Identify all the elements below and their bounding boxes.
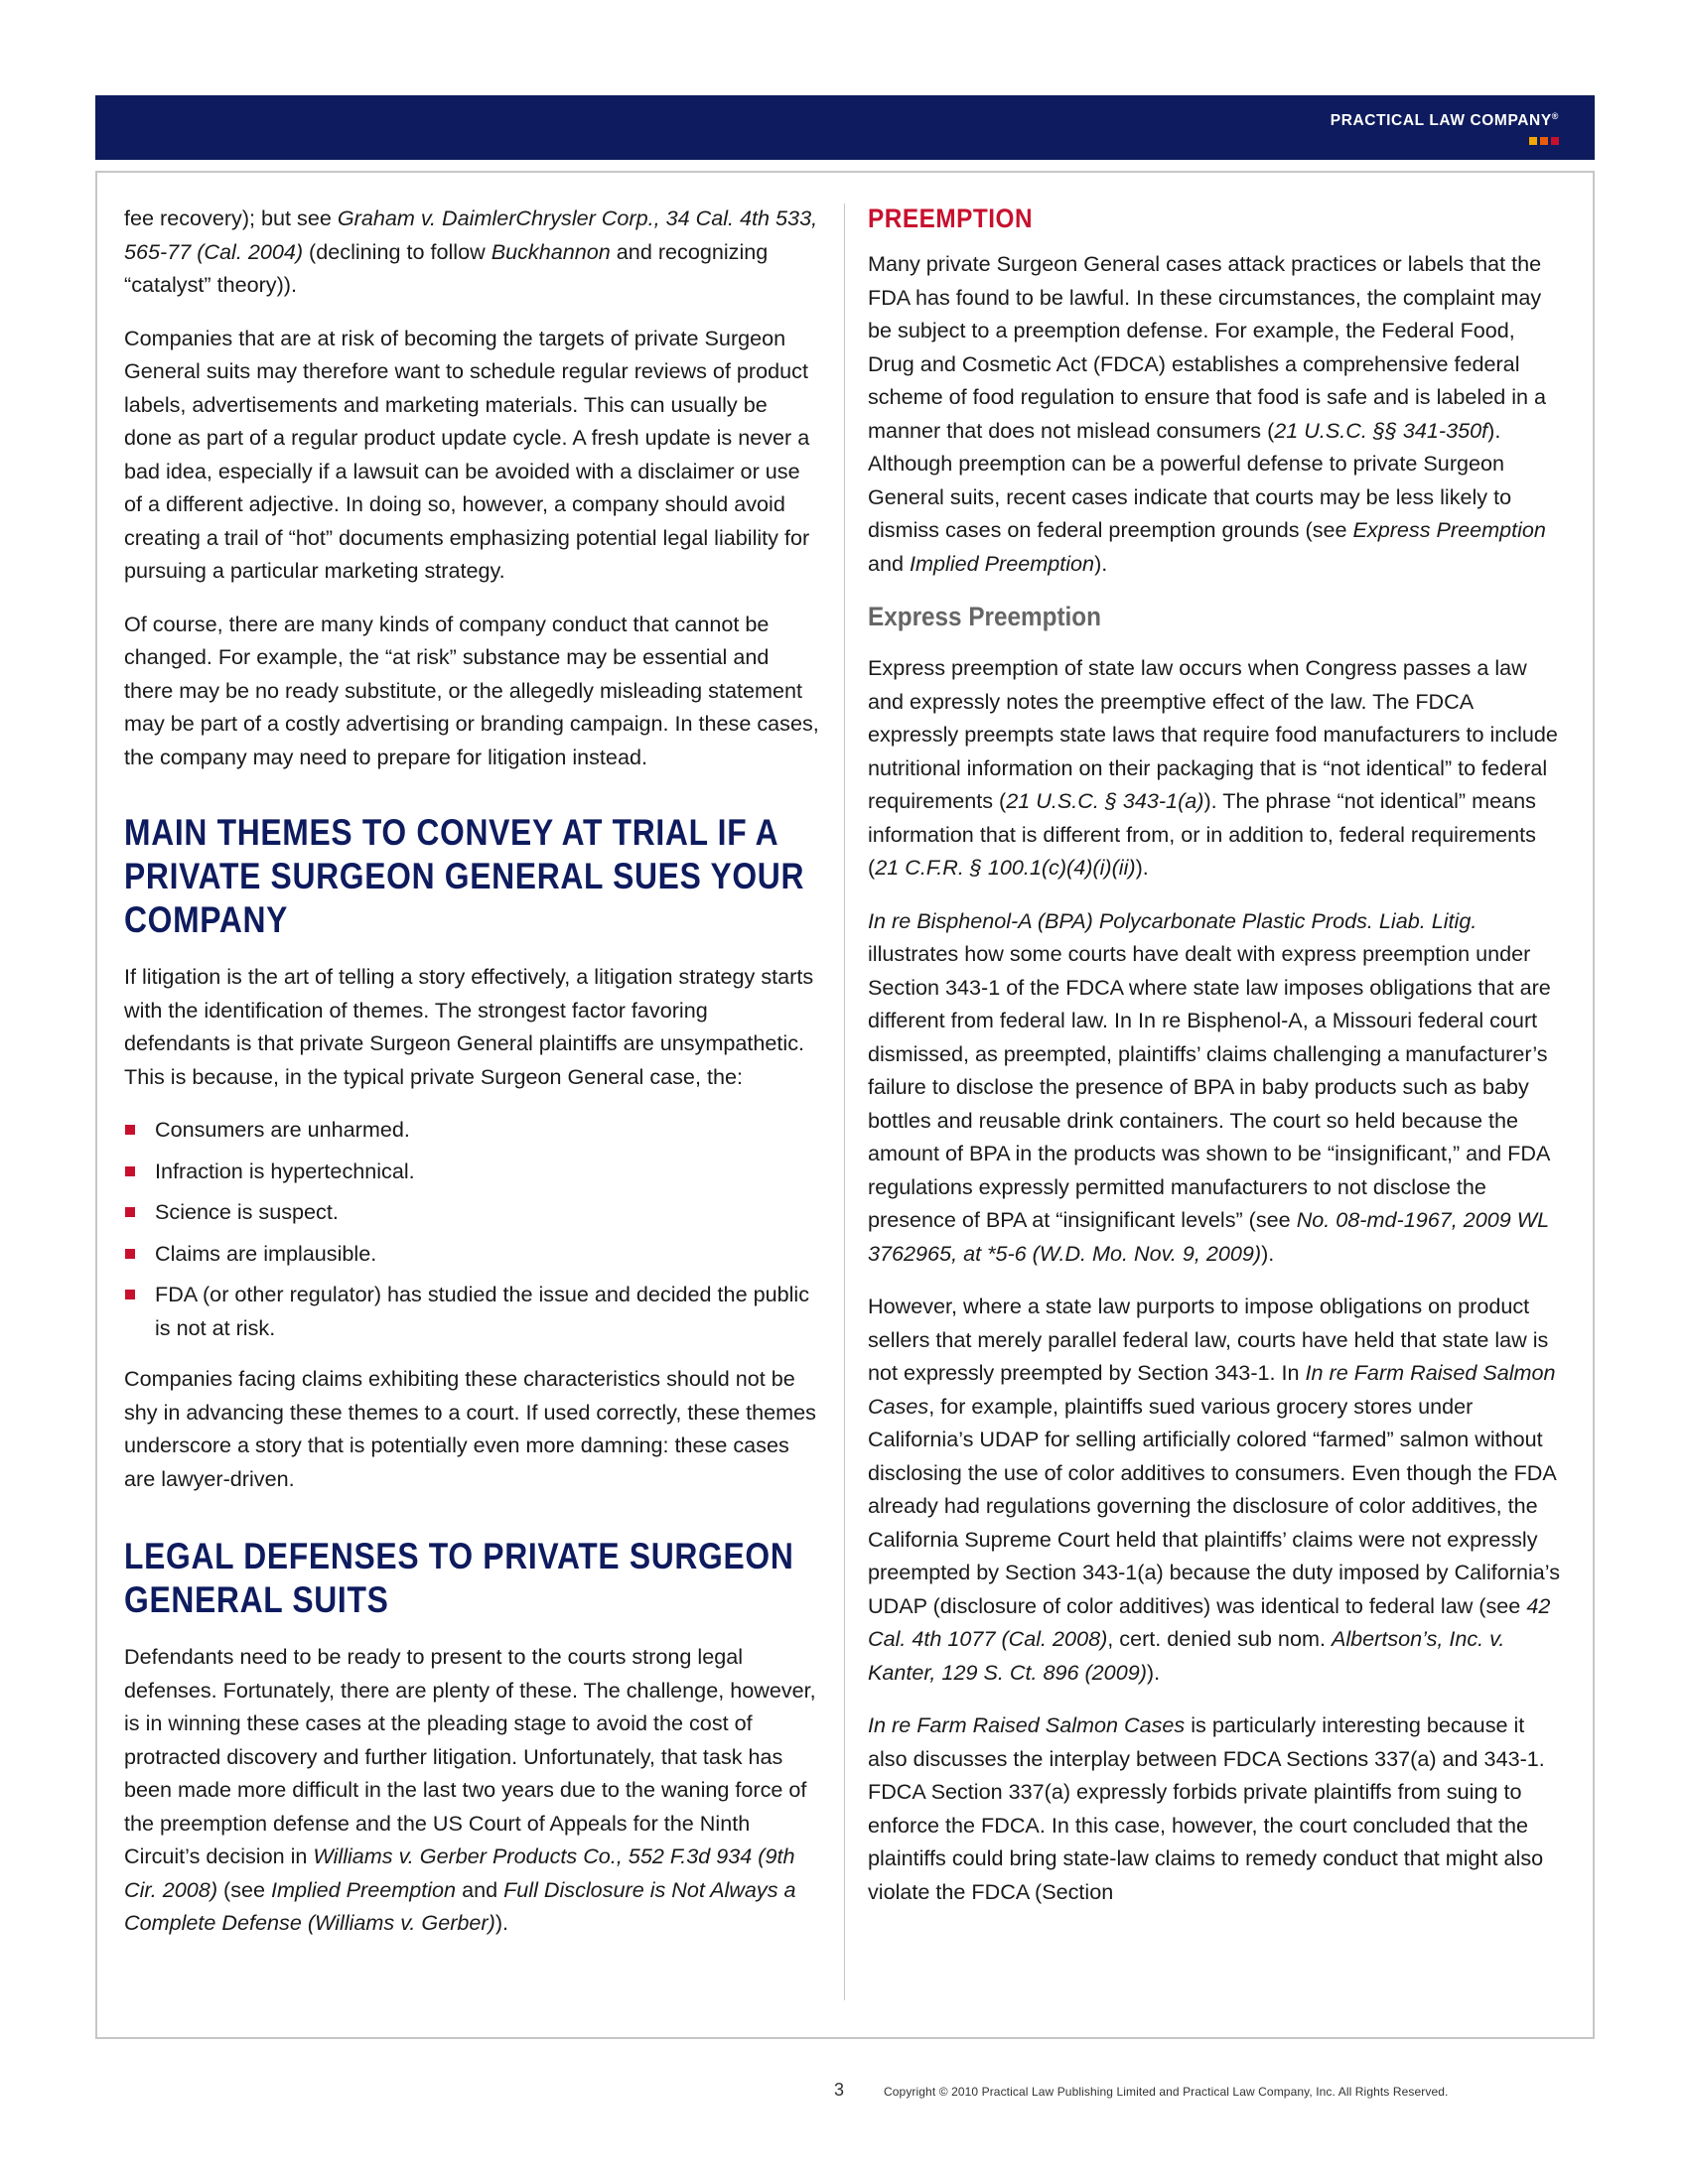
- paragraph: However, where a state law purports to impose obligations on product sellers that merely parallel federal law, courts have held that state law is not expressly preempted by Section 343-1. In In re Farm Raised Salmon Cases, for example, plaintiffs sued various grocery stores under California’s UDAP for selling artificially colored “farmed” salmon without disclosing the use of color additives to consumers. Even though the FDA already had regulations governing the disclosure of color additives, the California Supreme Court held that plaintiffs’ claims were not expressly preempted by Section 343-1(a) because the duty imposed by California’s UDAP (disclosure of color additives) was identical to federal law (see 42 Cal. 4th 1077 (Cal. 2008), cert. denied sub nom. Albertson’s, Inc. v. Kanter, 129 S. Ct. 896 (2009)).: [868, 1294, 1560, 1685]
- paragraph: Of course, there are many kinds of company conduct that cannot be changed. For example, the “at risk” substance may be essential and there may be no ready substitute, or the allegedly misleading statement may be part of a costly advertising or branding campaign. In these cases, the company may need to prepare for litigation instead.: [124, 611, 819, 769]
- bullet-square-icon: [125, 1125, 135, 1135]
- bullet-list: [124, 1113, 819, 1344]
- paragraph: fee recovery); but see Graham v. DaimlerChrysler Corp., 34 Cal. 4th 533, 565-77 (Cal. 2004) (declining to follow Buckhannon and recognizing “catalyst” theory)).: [124, 205, 818, 297]
- bullet-square-icon: [125, 1207, 135, 1217]
- paragraph: Companies that are at risk of becoming the targets of private Surgeon General suits may therefore want to schedule regular reviews of product labels, advertisements and marketing materials. This can usually be done as part of a regular product update cycle. A fresh update is never a bad idea, especially if a lawsuit can be avoided with a disclaimer or use of a different adjective. In doing so, however, a company should avoid creating a trail of “hot” documents emphasizing potential legal liability for pursuing a particular marketing strategy.: [124, 325, 810, 583]
- section-heading-preemption: PREEMPTION: [868, 204, 1034, 233]
- copyright-notice: Copyright © 2010 Practical Law Publishing Limited and Practical Law Company, Inc. All Rights Reserved.: [884, 2085, 1449, 2099]
- bullet-square-icon: [125, 1290, 135, 1299]
- paragraph: Defendants need to be ready to present to the courts strong legal defenses. Fortunately, there are plenty of these. The challenge, however, is in winning these cases at the pleading stage to avoid the cost of protracted discovery and further litigation. Unfortunately, that task has been made more difficult in the last two years due to the waning force of the preemption defense and the US Court of Appeals for the Ninth Circuit’s decision in Williams v. Gerber Products Co., 552 F.3d 934 (9th Cir. 2008) (see Implied Preemption and Full Disclosure is Not Always a Complete Defense (Williams v. Gerber)).: [124, 1644, 816, 1935]
- paragraph: Companies facing claims exhibiting these characteristics should not be shy in advancing these themes to a court. If used correctly, these themes underscore a story that is potentially even more damning: these cases are lawyer-driven.: [124, 1366, 816, 1491]
- list-item: FDA (or other regulator) has studied the issue and decided the public is not at risk.: [124, 1278, 819, 1344]
- brand-square-1: [1529, 137, 1537, 145]
- brand-square-2: [1540, 137, 1548, 145]
- bullet-square-icon: [125, 1166, 135, 1176]
- list-item: Claims are implausible.: [124, 1237, 819, 1271]
- subheading-express-preemption: Express Preemption: [868, 602, 1101, 631]
- list-item: Science is suspect.: [124, 1195, 819, 1229]
- bullet-square-icon: [125, 1249, 135, 1259]
- list-item: Infraction is hypertechnical.: [124, 1155, 819, 1188]
- brand-square-3: [1551, 137, 1559, 145]
- right-column: [868, 202, 1563, 1928]
- left-column: [124, 202, 819, 1960]
- brand-name: PRACTICAL LAW COMPANY®: [1330, 111, 1559, 130]
- brand-logo-squares: [1529, 137, 1559, 145]
- list-item: Consumers are unharmed.: [124, 1113, 819, 1147]
- paragraph: If litigation is the art of telling a story effectively, a litigation strategy starts with the identification of themes. The strongest factor favoring defendants is that private Surgeon General plaintiffs are unsympathetic. This is because, in the typical private Surgeon General case, the:: [124, 964, 814, 1089]
- section-heading-main-themes: MAIN THEMES TO CONVEY AT TRIAL IF A PRIVATE SURGEON GENERAL SUES YOUR COMPANY: [124, 812, 805, 940]
- paragraph: Express preemption of state law occurs when Congress passes a law and expressly notes the preemptive effect of the law. The FDCA expressly preempts state laws that require food manufacturers to include nutritional information on their packaging that is “not identical” to federal requirements (21 U.S.C. § 343-1(a)). The phrase “not identical” means information that is different from, or in addition to, federal requirements (21 C.F.R. § 100.1(c)(4)(i)(ii)).: [868, 655, 1558, 880]
- section-heading-legal-defenses: LEGAL DEFENSES TO PRIVATE SURGEON GENERAL SUITS: [124, 1536, 794, 1620]
- column-divider: [844, 204, 845, 2000]
- paragraph: In re Bisphenol-A (BPA) Polycarbonate Plastic Prods. Liab. Litig. illustrates how some courts have dealt with express preemption under Section 343-1 of the FDCA where state law imposes obligations that are different from federal law. In In re Bisphenol-A, a Missouri federal court dismissed, as preempted, plaintiffs’ claims challenging a manufacturer’s failure to disclose the presence of BPA in baby products such as baby bottles and reusable drink containers. The court so held because the amount of BPA in the products was shown to be “insignificant,” and FDA regulations expressly permitted manufacturers to not disclose the presence of BPA at “insignificant levels” (see No. 08-md-1967, 2009 WL 3762965, at *5-6 (W.D. Mo. Nov. 9, 2009)).: [868, 907, 1551, 1266]
- paragraph: In re Farm Raised Salmon Cases is particularly interesting because it also discusses the interplay between FDCA Sections 337(a) and 343-1. FDCA Section 337(a) expressly forbids private plaintiffs from suing to enforce the FDCA. In this case, however, the court concluded that the plaintiffs could bring state-law claims to remedy conduct that might also violate the FDCA (Section: [868, 1712, 1545, 1904]
- header-banner: [95, 95, 1595, 160]
- paragraph: Many private Surgeon General cases attack practices or labels that the FDA has found to be lawful. In these circumstances, the complaint may be subject to a preemption defense. For example, the Federal Food, Drug and Cosmetic Act (FDCA) establishes a comprehensive federal scheme of food regulation to ensure that food is safe and is labeled in a manner that does not mislead consumers (21 U.S.C. §§ 341-350f). Although preemption can be a powerful defense to private Surgeon General suits, recent cases indicate that courts may be less likely to dismiss cases on federal preemption grounds (see Express Preemption and Implied Preemption).: [868, 251, 1547, 576]
- page-number: 3: [834, 2080, 845, 2100]
